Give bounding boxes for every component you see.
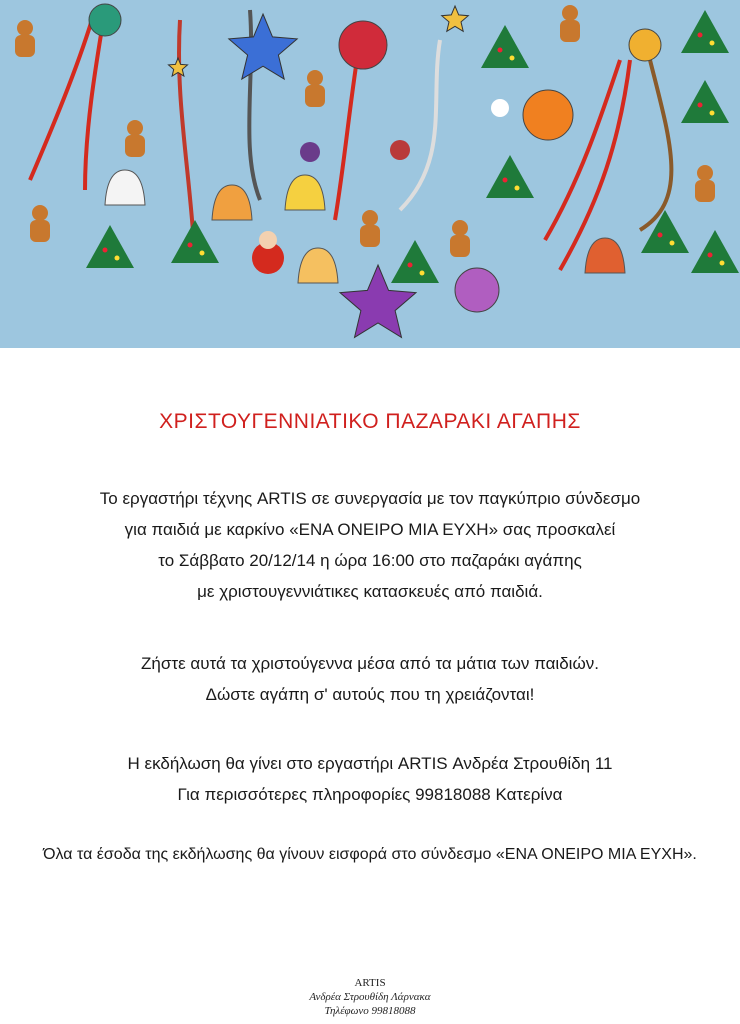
blue-star <box>229 14 297 79</box>
tree-ornament <box>103 248 108 253</box>
tree <box>486 155 534 198</box>
ornament-ball <box>455 268 499 312</box>
bell <box>285 175 325 210</box>
footer-signature <box>0 976 740 1018</box>
gingerbread-body <box>305 85 325 107</box>
ribbon <box>545 60 620 240</box>
footer-address: Ανδρέα Στρουθίδη Λάρνακα <box>309 991 431 1003</box>
gingerbread-body <box>360 225 380 247</box>
footer-phone: Τηλέφωνο 99818088 <box>324 1005 416 1017</box>
tree-ornament <box>498 48 503 53</box>
tree <box>681 10 729 53</box>
gingerbread-head <box>452 220 468 236</box>
tree-ornament <box>710 111 715 116</box>
small-ornament <box>491 99 509 117</box>
ornament-ball <box>339 21 387 69</box>
paragraph-line: Για περισσότερες πληροφορίες 99818088 Κατερίνα <box>177 785 563 804</box>
gingerbread-head <box>127 120 143 136</box>
small-ornament <box>390 140 410 160</box>
tree-ornament <box>515 186 520 191</box>
tree <box>481 25 529 68</box>
gingerbread-body <box>450 235 470 257</box>
bell <box>298 248 338 283</box>
tree <box>171 220 219 263</box>
message-paragraph <box>0 648 740 710</box>
tree <box>641 210 689 253</box>
ribbon <box>179 20 195 260</box>
bell <box>585 238 625 273</box>
tree-ornament <box>670 241 675 246</box>
donation-note: Όλα τα έσοδα της εκδήλωσης θα γίνουν εισφορά στο σύνδεσμο «ΕΝΑ ΟΝΕΙΡΟ ΜΙΑ ΕΥΧΗ». <box>43 846 697 863</box>
invitation-paragraph <box>0 483 740 607</box>
ornaments-banner <box>0 0 740 348</box>
gingerbread-body <box>15 35 35 57</box>
gingerbread-head <box>17 20 33 36</box>
tree-ornament <box>115 256 120 261</box>
bell <box>212 185 252 220</box>
tree-ornament <box>408 263 413 268</box>
gingerbread-body <box>125 135 145 157</box>
tree-ornament <box>200 251 205 256</box>
paragraph-line: το Σάββατο 20/12/14 η ώρα 16:00 στο παζαράκι αγάπης <box>158 551 582 570</box>
christmas-ornaments-illustration <box>0 0 740 348</box>
bell <box>105 170 145 205</box>
paragraph-line: Η εκδήλωση θα γίνει στο εργαστήρι ARTIS Ανδρέα Στρουθίδη 11 <box>127 754 613 773</box>
paragraph-line: με χριστουγεννιάτικες κατασκευές από παιδιά. <box>197 582 543 601</box>
gingerbread-head <box>697 165 713 181</box>
ribbon <box>400 40 440 210</box>
tree-ornament <box>510 56 515 61</box>
small-ornament <box>300 142 320 162</box>
tree-ornament <box>503 178 508 183</box>
gingerbread-head <box>307 70 323 86</box>
tree-ornament <box>658 233 663 238</box>
tree <box>691 230 739 273</box>
tree <box>681 80 729 123</box>
tree-ornament <box>710 41 715 46</box>
tree-ornament <box>708 253 713 258</box>
tree-ornament <box>420 271 425 276</box>
paragraph-line: Ζήστε αυτά τα χριστούγεννα μέσα από τα μάτια των παιδιών. <box>141 654 599 673</box>
tree <box>391 240 439 283</box>
page-title: ΧΡΙΣΤΟΥΓΕΝΝΙΑΤΙΚΟ ΠΑΖΑΡΑΚΙ ΑΓΑΠΗΣ <box>159 410 581 433</box>
santa-face <box>259 231 277 249</box>
footer-name: ARTIS <box>354 977 386 989</box>
location-paragraph <box>0 748 740 810</box>
paragraph-line: Το εργαστήρι τέχνης ARTIS σε συνεργασία με τον παγκύπριο σύνδεσμο <box>99 489 641 508</box>
gingerbread-body <box>560 20 580 42</box>
ribbon <box>560 60 630 270</box>
gingerbread-head <box>562 5 578 21</box>
ornament-ball <box>629 29 661 61</box>
ribbon <box>640 60 671 230</box>
yellow-star <box>442 6 469 31</box>
ornament-ball <box>89 4 121 36</box>
gingerbread-head <box>362 210 378 226</box>
gingerbread-body <box>30 220 50 242</box>
tree-ornament <box>720 261 725 266</box>
tree-ornament <box>188 243 193 248</box>
gingerbread-head <box>32 205 48 221</box>
ornament-ball <box>523 90 573 140</box>
gingerbread-body <box>695 180 715 202</box>
tree-ornament <box>698 103 703 108</box>
tree-ornament <box>698 33 703 38</box>
paragraph-line: για παιδιά με καρκίνο «ΕΝΑ ΟΝΕΙΡΟ ΜΙΑ ΕΥΧΗ» σας προσκαλεί <box>124 520 616 539</box>
paragraph-line: Δώστε αγάπη σ' αυτούς που τη χρειάζονται! <box>205 685 535 704</box>
tree <box>86 225 134 268</box>
